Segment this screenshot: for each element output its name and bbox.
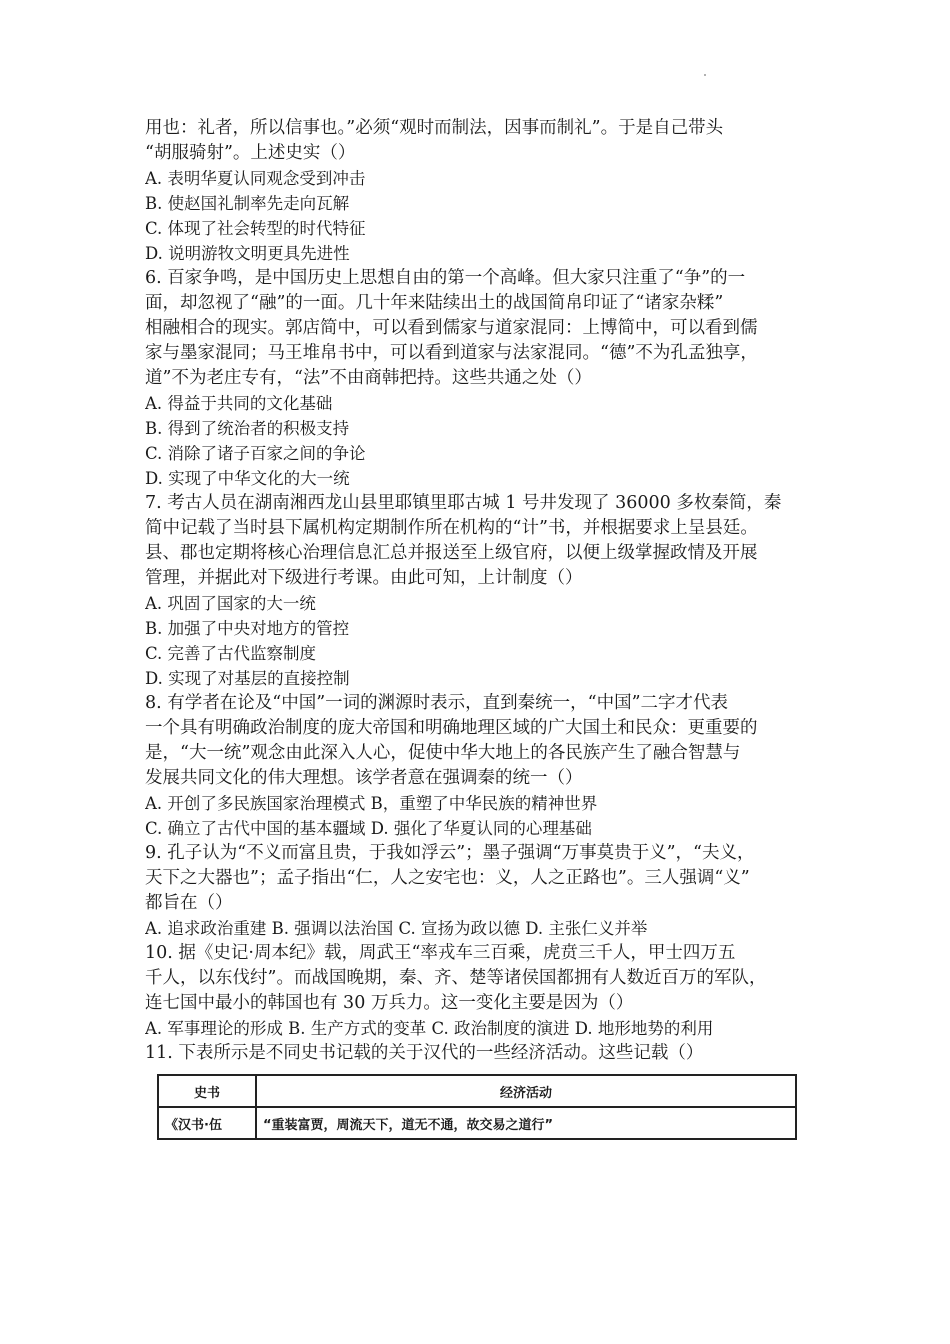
options-cd: C. 确立了古代中国的基本疆域 D. 强化了华夏认同的心理基础 [145,819,592,838]
option-a: A. 得益于共同的文化基础 [145,394,333,413]
text-line: 道”不为老庄专有，“法”不由商韩把持。这些共通之处（） [145,368,592,388]
text-line: 相融相合的现实。郭店简中，可以看到儒家与道家混同：上博简中，可以看到儒 [145,318,758,338]
question-10-stem: 10. 据《史记·周本纪》载，周武王“率戎车三百乘，虎贲三千人，甲士四万五 [145,943,736,963]
option-a: A. 巩固了国家的大一统 [145,594,316,613]
option-d: D. 实现了中华文化的大一统 [145,469,350,488]
option-c: C. 消除了诸子百家之间的争论 [145,444,366,463]
text-line: 都旨在（） [145,893,233,913]
text-line: 县、郡也定期将核心治理信息汇总并报送至上级官府，以便上级掌握政情及开展 [145,543,758,563]
text-line: “胡服骑射”。上述史实（） [145,143,356,163]
question-7-stem: 7. 考古人员在湖南湘西龙山县里耶镇里耶古城 1 号井发现了 36000 多枚秦简，秦 [145,493,782,513]
question-6-stem: 6. 百家争鸣，是中国历史上思想自由的第一个高峰。但大家只注重了“争”的一 [145,268,746,288]
option-b: B. 使赵国礼制率先走向瓦解 [145,194,350,213]
cell-economic-activity: “重装富贾，周流天下，道无不通，故交易之道行” [256,1107,796,1139]
text-line: 一个具有明确政治制度的庞大帝国和明确地理区域的广大国土和民众：更重要的 [145,718,758,738]
text-line: 千人，以东伐纣”。而战国晚期，秦、齐、楚等诸侯国都拥有人数近百万的军队， [145,968,767,988]
question-9-stem: 9. 孔子认为“不义而富且贵，于我如浮云”；墨子强调“万事莫贵于义”，“夫义， [145,843,755,863]
economic-activities-table [157,1074,797,1140]
options-ab: A. 开创了多民族国家治理模式 B，重塑了中华民族的精神世界 [145,794,598,813]
text-line: 用也：礼者，所以信事也。”必须“观时而制法，因事而制礼”。于是自己带头 [145,118,724,138]
question-8-stem: 8. 有学者在论及“中国”一词的渊源时表示，直到秦统一，“中国”二字才代表 [145,693,729,713]
text-line: 发展共同文化的伟大理想。该学者意在强调秦的统一（） [145,768,583,788]
option-d: D. 说明游牧文明更具先进性 [145,244,350,263]
table-header-row [158,1075,796,1107]
text-line: 家与墨家混同；马王堆帛书中，可以看到道家与法家混同。“德”不为孔孟独享， [145,343,758,363]
option-c: C. 体现了社会转型的时代特征 [145,219,366,238]
option-b: B. 加强了中央对地方的管控 [145,619,350,638]
option-c: C. 完善了古代监察制度 [145,644,317,663]
option-a: A. 表明华夏认同观念受到冲击 [145,169,366,188]
options-abcd: A. 军事理论的形成 B. 生产方式的变革 C. 政治制度的演进 D. 地形地势的利用 [145,1019,714,1038]
header-history-book: 史书 [158,1075,256,1107]
text-line: 面，却忽视了“融”的一面。几十年来陆续出土的战国简帛印证了“诸家杂糅” [145,293,724,313]
header-economic-activity: 经济活动 [256,1075,796,1107]
text-line: 管理，并据此对下级进行考课。由此可知，上计制度（） [145,568,583,588]
cell-history-book: 《汉书·伍 [158,1107,256,1139]
option-d: D. 实现了对基层的直接控制 [145,669,350,688]
text-line: 简中记载了当时县下属机构定期制作所在机构的“计”书，并根据要求上呈县廷。 [145,518,758,538]
text-line: 连七国中最小的韩国也有 30 万兵力。这一变化主要是因为（） [145,993,634,1013]
options-abcd: A. 追求政治重建 B. 强调以法治国 C. 宣扬为政以德 D. 主张仁义并举 [145,919,648,938]
option-b: B. 得到了统治者的积极支持 [145,419,350,438]
text-line: 天下之大器也”；孟子指出“仁，人之安宅也：义，人之正路也”。三人强调“义” [145,868,750,888]
scan-speck [704,74,706,76]
question-11-stem: 11. 下表所示是不同史书记载的关于汉代的一些经济活动。这些记载（） [145,1043,704,1063]
text-line: 是，“大一统”观念由此深入人心，促使中华大地上的各民族产生了融合智慧与 [145,743,741,763]
table-row [158,1107,796,1139]
